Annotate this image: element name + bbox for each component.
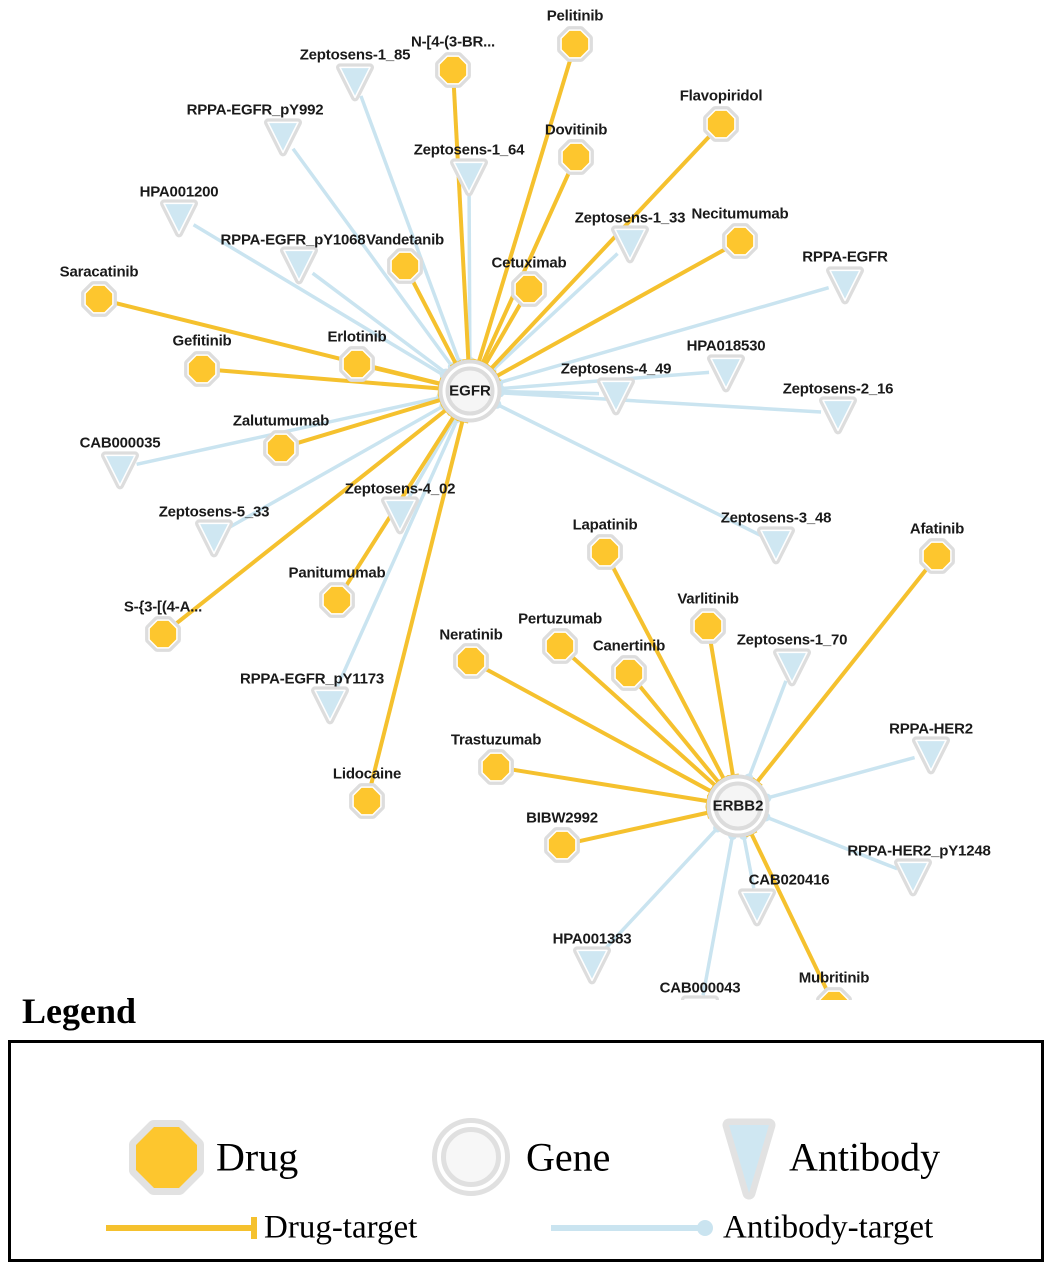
- antibody-node[interactable]: [615, 229, 645, 259]
- drug-node[interactable]: [457, 647, 485, 675]
- edge-antibody-target: [703, 831, 737, 995]
- antibody-node[interactable]: [164, 203, 194, 233]
- drug-node[interactable]: [267, 434, 295, 462]
- antibody-label: RPPA-HER2: [889, 720, 973, 738]
- drug-label: Pertuzumab: [518, 610, 602, 628]
- legend-label-drug-target: Drug-target: [264, 1209, 418, 1246]
- antibody-node[interactable]: [577, 950, 607, 980]
- antibody-node[interactable]: [823, 400, 853, 430]
- legend-drug-icon: [136, 1127, 197, 1188]
- antibody-node[interactable]: [268, 122, 298, 152]
- legend-gene-icon: [439, 1125, 503, 1189]
- legend-label-gene: Gene: [526, 1134, 611, 1180]
- drug-label: S-{3-[(4-A...: [123, 598, 203, 616]
- antibody-node[interactable]: [830, 270, 860, 300]
- legend-antibody-edge: [551, 1220, 713, 1236]
- drug-label: Mubritinib: [798, 969, 870, 987]
- drug-label: Cetuximab: [491, 254, 567, 272]
- edge-drug-target: [752, 569, 926, 786]
- drug-label: Erlotinib: [327, 328, 387, 346]
- antibody-label: CAB000035: [79, 434, 161, 452]
- drug-label: Zalutumumab: [232, 412, 330, 430]
- legend-antibody-icon: [729, 1125, 769, 1193]
- antibody-node[interactable]: [199, 523, 229, 553]
- antibody-label: Zeptosens-1_33: [574, 209, 686, 227]
- legend-drug-edge: [106, 1217, 254, 1239]
- antibody-node[interactable]: [916, 740, 946, 770]
- edge-antibody-target: [313, 273, 451, 377]
- antibody-label: Zeptosens-3_48: [720, 509, 832, 527]
- legend-label-antibody: Antibody: [789, 1134, 941, 1180]
- antibody-label: RPPA-EGFR: [802, 248, 888, 266]
- antibody-label: HPA018530: [686, 337, 766, 355]
- drug-node[interactable]: [482, 753, 510, 781]
- drug-node[interactable]: [323, 586, 351, 614]
- antibody-label: Zeptosens-1_64: [413, 141, 525, 159]
- antibody-label: Zeptosens-5_33: [158, 503, 270, 521]
- drug-node[interactable]: [548, 831, 576, 859]
- drug-label: Varlitinib: [677, 590, 739, 608]
- antibody-node[interactable]: [761, 530, 791, 560]
- antibody-label: RPPA-HER2_pY1248: [847, 842, 991, 860]
- antibody-node[interactable]: [601, 381, 631, 411]
- antibody-label: RPPA-EGFR_pY992: [186, 101, 324, 119]
- edge-antibody-target: [762, 758, 914, 803]
- edge-antibody-target: [744, 681, 786, 783]
- drug-label: Gefitinib: [172, 332, 232, 350]
- antibody-label: Zeptosens-4_49: [560, 360, 672, 378]
- edges-layer: [116, 60, 927, 995]
- drug-label: Dovitinib: [544, 121, 608, 139]
- drug-node[interactable]: [562, 143, 590, 171]
- antibody-node[interactable]: [284, 250, 314, 280]
- drug-label: Panitumumab: [288, 564, 386, 582]
- gene-label: EGFR: [449, 382, 491, 400]
- antibody-label: Zeptosens-1_85: [299, 46, 411, 64]
- legend-title: Legend: [22, 991, 137, 1031]
- drug-label: Lidocaine: [332, 765, 402, 783]
- edge-drug-target: [473, 60, 570, 364]
- drug-node[interactable]: [561, 30, 589, 58]
- drug-node[interactable]: [707, 110, 735, 138]
- drug-label: Lapatinib: [572, 516, 638, 534]
- drug-node[interactable]: [85, 285, 113, 313]
- drug-label: Canertinib: [592, 637, 666, 655]
- antibody-node[interactable]: [340, 67, 370, 97]
- drug-node[interactable]: [515, 275, 543, 303]
- drug-label: Saracatinib: [59, 263, 139, 281]
- legend: [0, 990, 1059, 1280]
- drug-label: Trastuzumab: [450, 731, 542, 749]
- drug-node[interactable]: [439, 56, 467, 84]
- antibody-label: HPA001383: [552, 930, 632, 948]
- drug-node[interactable]: [923, 542, 951, 570]
- drug-label: BIBW2992: [526, 809, 598, 827]
- drug-node[interactable]: [343, 350, 371, 378]
- edge-drug-target: [579, 807, 710, 842]
- drug-label: Afatinib: [909, 520, 965, 538]
- edge-antibody-target: [761, 813, 897, 869]
- gene-label: ERBB2: [712, 797, 764, 815]
- antibody-label: RPPA-EGFR_pY1068: [220, 231, 366, 249]
- antibody-node[interactable]: [898, 862, 928, 892]
- drug-node[interactable]: [353, 787, 381, 815]
- antibody-label: RPPA-EGFR_pY1173: [239, 670, 385, 688]
- drug-node[interactable]: [149, 620, 177, 648]
- antibody-label: CAB000043: [659, 979, 741, 997]
- antibody-node[interactable]: [711, 358, 741, 388]
- drug-label: Necitumumab: [691, 205, 789, 223]
- drug-node[interactable]: [615, 659, 643, 687]
- antibody-label: CAB020416: [748, 871, 830, 889]
- drug-node[interactable]: [694, 612, 722, 640]
- antibody-node[interactable]: [315, 690, 345, 720]
- legend-box: [8, 1040, 1044, 1262]
- drug-node[interactable]: [591, 538, 619, 566]
- antibody-label: Zeptosens-2_16: [782, 380, 894, 398]
- legend-label-antibody-target: Antibody-target: [723, 1209, 934, 1246]
- antibody-label: Zeptosens-4_02: [344, 480, 456, 498]
- antibody-node[interactable]: [742, 892, 772, 922]
- drug-label: Neratinib: [439, 626, 503, 644]
- drug-node[interactable]: [188, 355, 216, 383]
- drug-node[interactable]: [726, 227, 754, 255]
- edge-drug-target: [711, 643, 739, 778]
- drug-label: N-[4-(3-BR...: [410, 33, 496, 51]
- drug-node[interactable]: [391, 252, 419, 280]
- drug-label: Pelitinib: [546, 7, 604, 25]
- antibody-label: HPA001200: [139, 183, 219, 201]
- drug-node[interactable]: [546, 632, 574, 660]
- drug-label: Flavopiridol: [679, 87, 763, 105]
- legend-label-drug: Drug: [216, 1134, 299, 1180]
- drug-label: Vandetanib: [365, 231, 445, 249]
- antibody-label: Zeptosens-1_70: [736, 631, 848, 649]
- antibody-node[interactable]: [777, 652, 807, 682]
- antibody-node[interactable]: [105, 455, 135, 485]
